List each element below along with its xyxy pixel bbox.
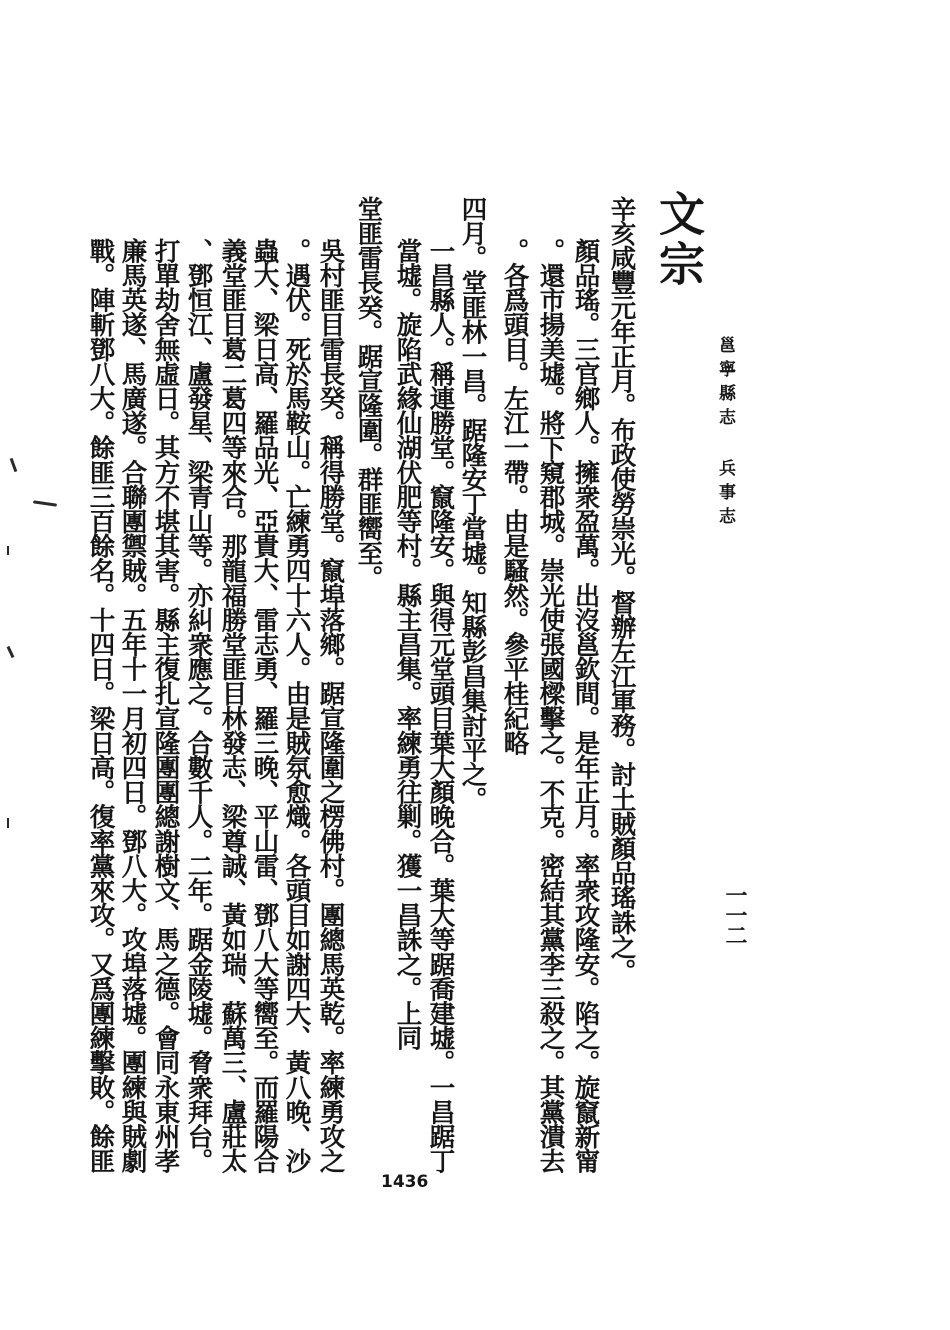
text-column-8: 堂匪雷長癸。踞宣隆圍。群匪嚮至。 (353, 196, 384, 590)
text-column-11: 蟲大、梁日高、羅品光、亞貴大、雷志勇、羅三晚、平山雷、鄧八大等嚮至。而羅陽合 (249, 238, 280, 1173)
text-column-1: 辛亥咸豐元年正月。布政使勞崇光。督辦左江軍務。討土賊顏品瑤誅之。 (606, 196, 637, 984)
scan-mark (7, 546, 9, 555)
scan-mark (7, 646, 15, 658)
text-column-2: 顏品瑤。三官鄉人。擁衆盈萬。出沒邕欽間。是年正月。率衆攻隆安。陷之。旋竄新甯 (570, 238, 601, 1173)
folio-number: 1436 (381, 1172, 429, 1192)
scan-mark (7, 818, 9, 828)
text-column-16: 戰。陣斬鄧八大。餘匪三百餘名。十四日。梁日高。復率黨來攻。又爲團練擊敗。餘匪 (85, 238, 116, 1173)
page-number: 一一二 (722, 884, 748, 944)
text-column-9: 吳村匪目雷長癸。稱得勝堂。竄埠落鄉。踞宣隆圍之楞佛村。團總馬英乾。率練勇攻之 (315, 238, 346, 1173)
text-column-5: 四月。堂匪林一昌。踞隆安丁當墟。知縣彭昌集討平之。 (457, 196, 488, 812)
page-title: 文宗 (652, 190, 706, 290)
text-column-6: 一昌縣人。稱連勝堂。竄隆安。與得元堂頭目葉大顏晚合。葉大等踞喬建墟。一昌踞丁 (425, 238, 456, 1173)
text-column-10: 。遇伏。死於馬鞍山。亡練勇四十六人。由是賊氛愈熾。各頭目如謝四大、黃八晚、沙 (281, 238, 312, 1173)
text-column-4: 。各爲頭目。左江一帶。由是騷然。參平桂紀略 (499, 238, 530, 755)
text-column-7: 當墟。旋陷武緣仙湖伏肥等村。縣主昌集。率練勇往剿。獲一昌誅之。上同 (392, 238, 423, 1050)
text-column-14: 打單劫舍無虛日。其方不堪其害。縣主復扎宣隆團團總謝樹文、馬之德。會同永東州孝 (150, 238, 181, 1173)
text-column-3: 。還市揚美墟。將下窺郡城。崇光使張國樑擊之。不克。密結其黨李三殺之。其黨潰去 (535, 238, 566, 1173)
scan-mark (10, 458, 18, 472)
text-column-12: 義堂匪目葛二葛四等來合。那龍福勝堂匪目林發志、梁尊誠、黃如瑞、蘇萬三、盧莊太 (217, 238, 248, 1173)
running-header: 邕寧縣志 兵事志 (715, 336, 735, 531)
text-column-15: 廉馬英遂、馬廣遂。合聯團禦賊。五年十一月初四日。鄧八大。攻埠落墟。團練與賊劇 (117, 238, 148, 1173)
scan-mark (33, 500, 57, 506)
text-column-13: 、鄧恒江、盧發星、梁青山等。亦糾衆應之。合數千人。二年。踞金陵墟。脅衆拜台。 (183, 238, 214, 1173)
